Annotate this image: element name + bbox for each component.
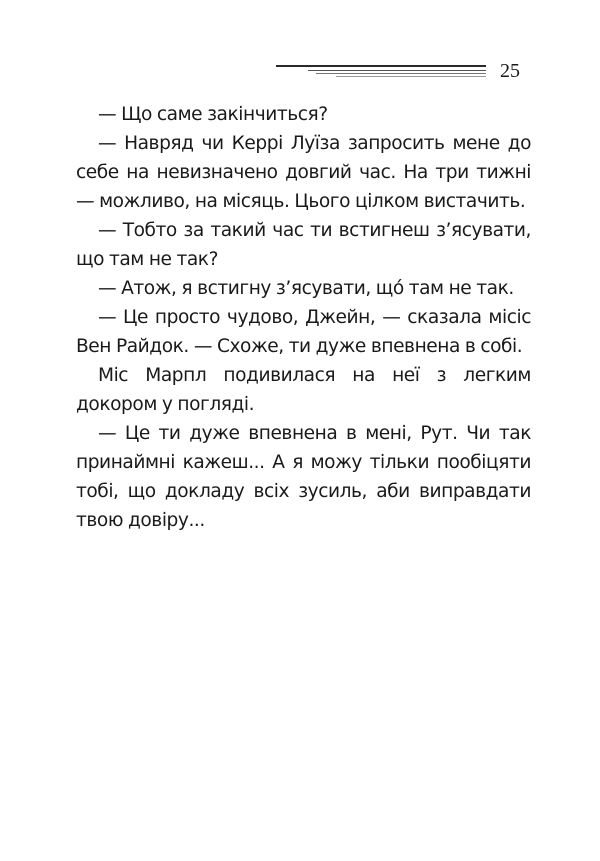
header-decorative-rules: [276, 65, 486, 79]
dialogue-paragraph: — Атож, я встигну з’ясувати, щó там не так.: [98, 278, 514, 299]
dialogue-paragraph: — Що саме закінчиться?: [98, 104, 328, 125]
header-rule: [316, 73, 486, 74]
header-rule: [336, 76, 486, 77]
header-rule: [276, 65, 486, 67]
dialogue-paragraph: — Це просто чудово, Джейн, — сказала місіс Вен Райдок. — Схоже, ти дуже впевнена в собі.: [76, 307, 531, 357]
running-header: [276, 60, 520, 84]
dialogue-paragraph: — Тобто за такий час ти встигнеш з’ясувати, що там не так?: [76, 220, 531, 270]
header-rule: [308, 70, 486, 71]
narrative-paragraph: Міс Марпл подивилася на неї з легким докором у погляді.: [76, 365, 531, 415]
page-number: 25: [500, 60, 520, 82]
page-body: [76, 100, 531, 535]
dialogue-paragraph: — Навряд чи Керрі Луїза запросить мене до себе на невизначено довгий час. На три тижні — можливо, на місяць. Цього цілком вистачить.: [76, 133, 531, 212]
dialogue-paragraph: — Це ти дуже впевнена в мені, Рут. Чи так принаймні кажеш... А я можу тільки пообіцяти тобі, що докладу всіх зусиль, аби виправдати твою довіру...: [76, 423, 531, 531]
